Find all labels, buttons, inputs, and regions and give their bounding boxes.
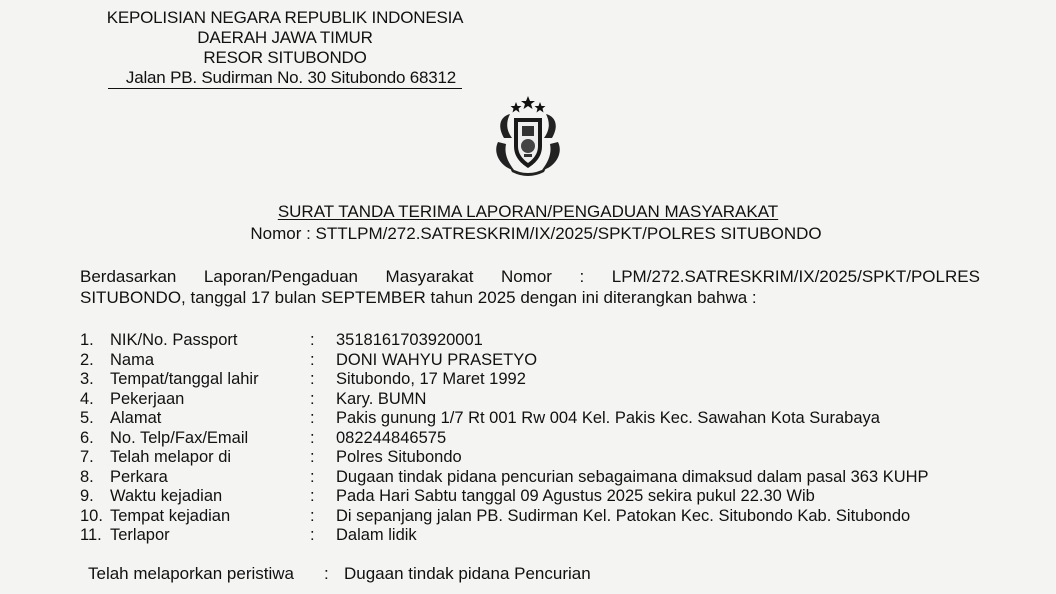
detail-row: 11. Terlapor : Dalam lidik [80,526,417,544]
intro-word: Masyarakat [385,267,474,286]
letterhead-line-1: KEPOLISIAN NEGARA REPUBLIK INDONESIA [106,8,464,27]
letterhead-line-3: RESOR SITUBONDO [203,48,367,67]
detail-row: 1. NIK/No. Passport : 3518161703920001 [80,331,483,349]
reported-incident-label: Telah melaporkan peristiwa [88,564,294,583]
detail-label: Tempat kejadian [110,506,231,525]
intro-word: Laporan/Pengaduan [203,267,359,286]
detail-row: 9. Waktu kejadian : Pada Hari Sabtu tanggal 09 Agustus 2025 sekira pukul 22.30 Wib [80,487,815,505]
detail-value: Dugaan tindak pidana pencurian sebagaimana dimaksud dalam pasal 363 KUHP [336,467,929,486]
intro-word: : [579,267,585,286]
document-title: SURAT TANDA TERIMA LAPORAN/PENGADUAN MASYARAKAT [277,202,779,221]
detail-row: 3. Tempat/tanggal lahir : Situbondo, 17 Maret 1992 [80,370,526,388]
detail-row: 8. Perkara : Dugaan tindak pidana pencurian sebagaimana dimaksud dalam pasal 363 KUHP [80,467,929,486]
document-number: Nomor : STTLPM/272.SATRESKRIM/IX/2025/SPKT/POLRES SITUBONDO [250,224,822,243]
detail-label: Pekerjaan [110,389,185,408]
detail-value: Dalam lidik [336,526,417,544]
reported-incident-line: Telah melaporkan peristiwa : Dugaan tindak pidana Pencurian [88,564,591,583]
detail-value: Polres Situbondo [336,448,462,466]
letterhead-address: Jalan PB. Sudirman No. 30 Situbondo 68312 [108,68,462,89]
detail-row: 6. No. Telp/Fax/Email : 082244846575 [80,428,447,447]
detail-value: Pakis gunung 1/7 Rt 001 Rw 004 Kel. Pakis Kec. Sawahan Kota Surabaya [336,409,880,427]
detail-label: Terlapor [110,526,170,544]
detail-value: 3518161703920001 [336,331,483,349]
detail-value: Kary. BUMN [336,389,427,408]
detail-row: 4. Pekerjaan : Kary. BUMN [80,389,427,408]
detail-value: Di sepanjang jalan PB. Sudirman Kel. Patokan Kec. Situbondo Kab. Situbondo [336,506,911,525]
detail-value: 082244846575 [336,428,447,447]
detail-row: 7. Telah melapor di : Polres Situbondo [80,448,462,466]
detail-value: DONI WAHYU PRASETYO [336,350,538,369]
detail-row: 5. Alamat : Pakis gunung 1/7 Rt 001 Rw 004 Kel. Pakis Kec. Sawahan Kota Surabaya [80,409,880,427]
intro-line-2: SITUBONDO, tanggal 17 bulan SEPTEMBER tahun 2025 dengan ini diterangkan bahwa : [80,288,757,307]
detail-label: Alamat [110,409,162,427]
detail-label: NIK/No. Passport [110,331,238,349]
detail-value: Pada Hari Sabtu tanggal 09 Agustus 2025 sekira pukul 22.30 Wib [336,487,815,505]
letterhead-line-2: DAERAH JAWA TIMUR [197,28,373,47]
detail-value: Situbondo, 17 Maret 1992 [336,370,526,388]
intro-word: LPM/272.SATRESKRIM/IX/2025/SPKT/POLRES [611,267,980,286]
intro-paragraph [80,266,980,308]
detail-label: Tempat/tanggal lahir [110,370,259,388]
detail-label: Telah melapor di [110,448,232,466]
polri-emblem-icon [484,94,572,176]
intro-word: Berdasarkan [80,267,177,286]
detail-row: 2. Nama : DONI WAHYU PRASETYO [80,350,538,369]
intro-word: Nomor [500,267,552,286]
detail-label: No. Telp/Fax/Email [110,428,249,447]
reported-incident-value: Dugaan tindak pidana Pencurian [344,564,591,583]
detail-label: Waktu kejadian [110,487,223,505]
detail-label: Perkara [110,467,168,486]
letterhead [80,8,490,89]
intro-line-1 [80,266,980,287]
detail-label: Nama [110,350,155,369]
report-details-list [80,331,1040,546]
detail-row: 10. Tempat kejadian : Di sepanjang jalan PB. Sudirman Kel. Patokan Kec. Situbondo Kab. Situbondo [80,506,911,525]
